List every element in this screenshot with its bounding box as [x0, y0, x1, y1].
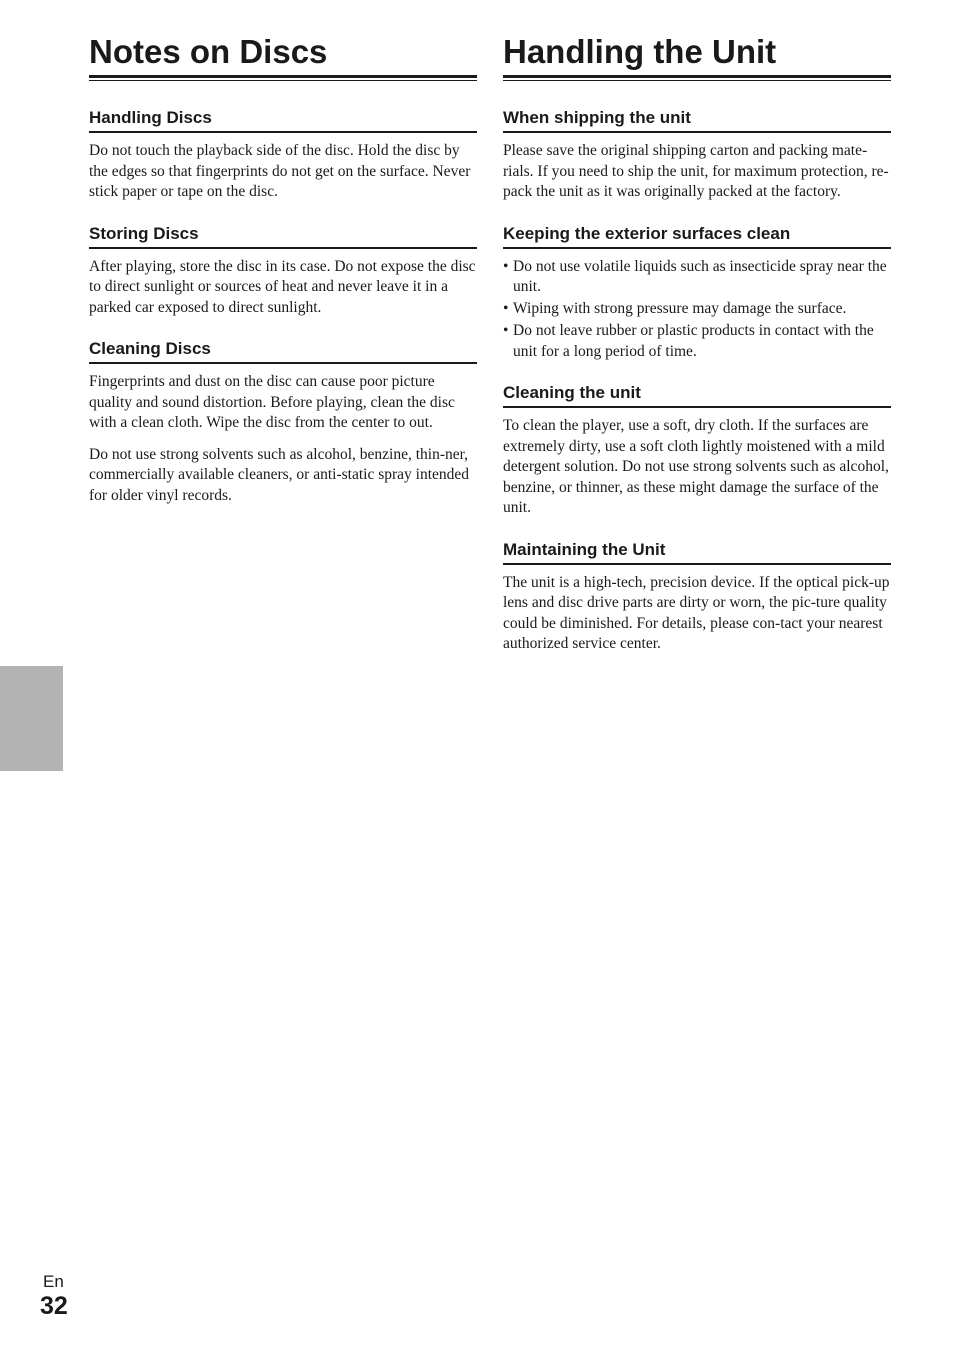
section-cleaning-the-unit [503, 382, 891, 519]
bullet-mark: • [503, 300, 509, 317]
bullet-list [503, 257, 891, 363]
section-paragraph: Do not use strong solvents such as alcohol, benzine, thin-ner, commercially available cleaners, or anti-static spray intended for older vinyl records. [89, 445, 470, 504]
list-item [503, 257, 891, 298]
language-label: En [43, 1272, 64, 1291]
section-paragraph: After playing, store the disc in its case. Do not expose the disc to direct sunlight or sources of heat and never leave it in a parked car exposed to direct sunlight. [89, 257, 476, 316]
bullet-mark: • [503, 257, 509, 275]
section-maintaining-the-unit [503, 539, 891, 655]
section-heading: Maintaining the Unit [503, 539, 891, 565]
section-heading: Cleaning Discs [89, 338, 477, 364]
bullet-mark: • [503, 322, 509, 339]
list-item-text: Wiping with strong pressure may damage the surface. [513, 300, 847, 317]
left-column [89, 30, 477, 506]
page-title-notes-on-discs: Notes on Discs [89, 33, 328, 70]
section-when-shipping [503, 107, 891, 203]
page-title-handling-the-unit: Handling the Unit [503, 33, 777, 70]
section-paragraph: Please save the original shipping carton and packing mate-rials. If you need to ship the unit, for maximum protection, re-pack the unit as it was originally packed at the factory. [503, 142, 889, 200]
section-handling-discs [89, 107, 477, 203]
list-item-text: Do not use volatile liquids such as insecticide spray near the unit. [513, 257, 887, 295]
chapter-side-tab [0, 666, 63, 771]
section-paragraph: Do not touch the playback side of the disc. Hold the disc by the edges so that fingerprints do not get on the surface. Never stick paper or tape on the disc. [89, 142, 471, 200]
section-keeping-exterior-clean [503, 223, 891, 363]
page-number: 32 [40, 1292, 68, 1320]
section-cleaning-discs [89, 338, 477, 506]
section-heading: Handling Discs [89, 107, 477, 133]
title-divider [89, 75, 477, 81]
section-paragraph: Fingerprints and dust on the disc can cause poor picture quality and sound distortion. Before playing, clean the disc with a clean cloth. Wipe the disc from the center to out. [89, 373, 455, 431]
list-item [503, 321, 891, 362]
section-heading: Cleaning the unit [503, 382, 891, 408]
section-heading: When shipping the unit [503, 107, 891, 133]
section-heading: Keeping the exterior surfaces clean [503, 223, 891, 249]
section-paragraph: The unit is a high-tech, precision device. If the optical pick-up lens and disc drive parts are dirty or worn, the pic-ture quality could be diminished. For details, please con-tact your nearest authorized service center. [503, 573, 890, 652]
section-heading: Storing Discs [89, 223, 477, 249]
list-item-text: Do not leave rubber or plastic products in contact with the unit for a long period of time. [513, 322, 874, 360]
right-column [503, 30, 891, 655]
section-paragraph: To clean the player, use a soft, dry cloth. If the surfaces are extremely dirty, use a soft cloth lightly moistened with a mild detergent solution. Do not use strong solvents such as alcohol, benzine, or thinner, as these might damage the surface of the unit. [503, 417, 889, 516]
title-divider [503, 75, 891, 81]
section-storing-discs [89, 223, 477, 319]
page-footer [42, 1272, 68, 1320]
list-item [503, 299, 891, 320]
